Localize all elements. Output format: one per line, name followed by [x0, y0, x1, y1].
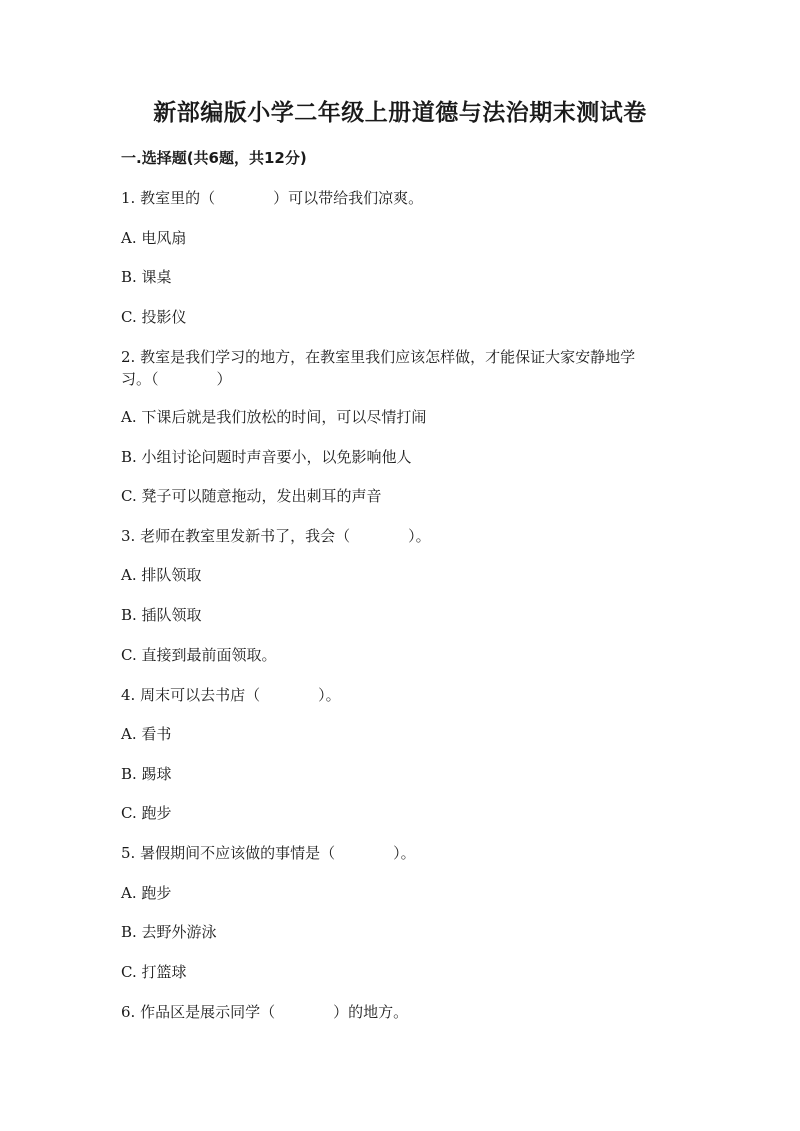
question-2-line-1 [121, 346, 681, 368]
option-2a: A. 下课后就是我们放松的时间，可以尽情打闹 [121, 408, 427, 426]
question-text-before: 暑假期间不应该做的事情是（ [140, 844, 336, 862]
section-header: 一.选择题(共6题，共12分) [121, 149, 307, 167]
question-text-after: ）。 [408, 527, 431, 545]
option-1c: C. 投影仪 [121, 308, 187, 326]
question-number: 4. [121, 686, 136, 704]
question-number: 1. [121, 189, 136, 207]
question-text-after: ）。 [318, 686, 341, 704]
question-5 [121, 842, 681, 864]
option-3a: A. 排队领取 [121, 566, 202, 584]
question-text-before: 老师在教室里发新书了，我会（ [140, 527, 351, 545]
question-text-after: ）。 [393, 844, 416, 862]
option-4b: B. 踢球 [121, 765, 172, 783]
option-5a: A. 跑步 [121, 884, 172, 902]
question-text-after: ） [216, 370, 232, 388]
question-number: 2. [121, 348, 136, 366]
question-text-after: ）的地方。 [333, 1003, 409, 1021]
option-5c: C. 打篮球 [121, 963, 187, 981]
question-text-before: 作品区是展示同学（ [140, 1003, 276, 1021]
question-text-before: 教室里的（ [140, 189, 216, 207]
option-4c: C. 跑步 [121, 804, 172, 822]
option-3b: B. 插队领取 [121, 606, 202, 624]
option-1a: A. 电风扇 [121, 229, 187, 247]
question-text-before: 周末可以去书店（ [140, 686, 261, 704]
option-3c: C. 直接到最前面领取。 [121, 646, 277, 664]
question-number: 5. [121, 844, 136, 862]
option-2b: B. 小组讨论问题时声音要小，以免影响他人 [121, 448, 412, 466]
option-5b: B. 去野外游泳 [121, 923, 217, 941]
option-2c: C. 凳子可以随意拖动，发出刺耳的声音 [121, 487, 382, 505]
question-2-line-2 [121, 368, 681, 390]
page-title: 新部编版小学二年级上册道德与法治期末测试卷 [153, 99, 647, 126]
question-number: 6. [121, 1003, 136, 1021]
option-1b: B. 课桌 [121, 268, 172, 286]
question-4 [121, 684, 681, 706]
question-text: 教室是我们学习的地方，在教室里我们应该怎样做，才能保证大家安静地学 [140, 348, 636, 366]
question-6 [121, 1001, 681, 1023]
question-text-before: 习。（ [121, 370, 159, 388]
option-4a: A. 看书 [121, 725, 172, 743]
question-1 [121, 187, 681, 209]
question-3 [121, 525, 681, 547]
question-text-after: ）可以带给我们凉爽。 [273, 189, 424, 207]
question-number: 3. [121, 527, 136, 545]
